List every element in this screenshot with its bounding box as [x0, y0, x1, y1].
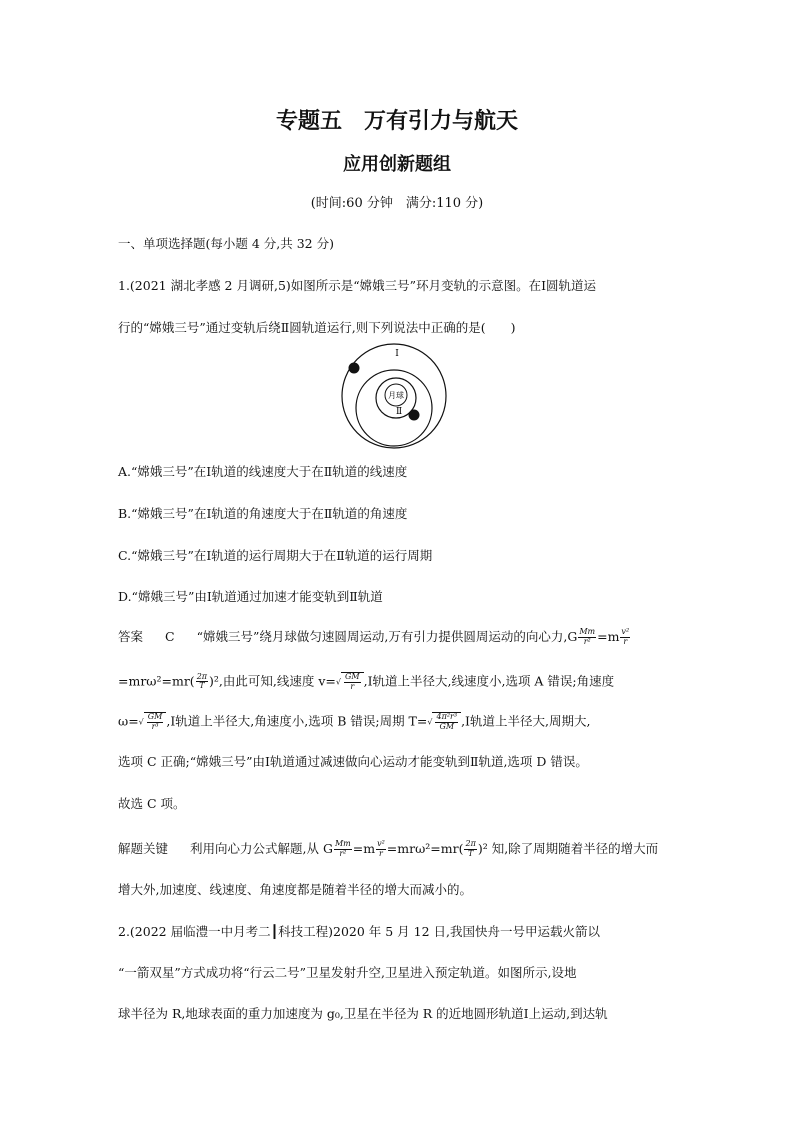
label-orbit-outer: Ⅰ — [395, 349, 399, 359]
key-text-1d: )² 知,除了周期随着半径的增大而 — [477, 840, 659, 856]
q1-answer-line-3 — [118, 712, 678, 732]
orbit-diagram — [338, 340, 450, 452]
document-title: 专题五 万有引力与航天 — [275, 109, 518, 134]
label-orbit-inner: Ⅱ — [395, 407, 403, 417]
answer-text-3a: ω= — [118, 713, 139, 729]
key-fraction-mm-r2: $\frac{Mm}{\text{r²}}$ — [334, 839, 351, 858]
q1-option-a: A.“嫦娥三号”在Ⅰ轨道的线速度大于在Ⅱ轨道的线速度 — [118, 464, 408, 479]
satellite-dot-outer — [349, 363, 360, 374]
fraction-mm-r2: $\frac{Mm}{\text{r²}}$ — [579, 627, 596, 646]
answer-text-3b: ,Ⅰ轨道上半径大,角速度小,选项 B 错误;周期 T= — [166, 713, 428, 729]
answer-text-2c: ,Ⅰ轨道上半径大,线速度小,选项 A 错误;角速度 — [363, 673, 615, 689]
answer-eq-m: =m — [597, 628, 620, 644]
q1-answer-line-1 — [118, 628, 678, 647]
orbit-ellipse — [356, 370, 432, 446]
q1-option-b: B.“嫦娥三号”在Ⅰ轨道的角速度大于在Ⅱ轨道的角速度 — [118, 506, 408, 521]
exam-meta: (时间:60 分钟 满分:110 分) — [310, 196, 484, 211]
key-text-1a: 利用向心力公式解题,从 G — [190, 840, 333, 856]
label-moon: 月球 — [388, 391, 404, 400]
sqrt-gm-r3: √ $\frac{GM}{\text{r³}}$ — [139, 712, 167, 732]
sqrt-gm-r: √ $\frac{GM}{r}$ — [336, 672, 364, 692]
q1-answer-line-4: 选项 C 正确;“嫦娥三号”由Ⅰ轨道通过减速做向心运动才能变轨到Ⅱ轨道,选项 D 错误。 — [118, 754, 588, 769]
fraction-v2-r: $\frac{\text{v²}}{r}$ — [621, 627, 630, 646]
answer-text-2a: =mrω²=mr( — [118, 673, 195, 689]
q1-answer-line-2 — [118, 672, 678, 692]
answer-label: 答案 — [118, 628, 144, 644]
key-text-1b: =m — [352, 840, 376, 856]
document-subtitle: 应用创新题组 — [343, 154, 451, 175]
q1-stem-line-2: 行的“嫦娥三号”通过变轨后绕Ⅱ圆轨道运行,则下列说法中正确的是( ) — [118, 320, 516, 335]
key-fraction-2pi-T: $\frac{2\pi}{T}$ — [465, 839, 476, 858]
q1-key-line-2: 增大外,加速度、线速度、角速度都是随着半径的增大而减小的。 — [118, 882, 472, 897]
section-heading: 一、单项选择题(每小题 4 分,共 32 分) — [118, 236, 334, 251]
sqrt-period: √ $\frac{\text{4π²r³}}{GM}$ — [427, 712, 461, 732]
q2-stem-line-1: 2.(2022 届临澧一中月考二┃科技工程)2020 年 5 月 12 日,我国快舟一号甲运载火箭以 — [118, 924, 601, 939]
key-text-1c: =mrω²=mr( — [386, 840, 464, 856]
answer-choice: C — [165, 628, 175, 644]
fraction-2pi-T: $\frac{2\pi}{T}$ — [196, 671, 208, 691]
q1-stem-line-1: 1.(2021 湖北孝感 2 月调研,5)如图所示是“嫦娥三号”环月变轨的示意图。在Ⅰ圆轨道运 — [118, 278, 597, 293]
q1-option-d: D.“嫦娥三号”由Ⅰ轨道通过加速才能变轨到Ⅱ轨道 — [118, 589, 383, 604]
q2-stem-line-2: “一箭双星”方式成功将“行云二号”卫星发射升空,卫星进入预定轨道。如图所示,设地 — [118, 965, 577, 980]
key-fraction-v2-r: $\frac{\text{v²}}{r}$ — [377, 839, 385, 858]
answer-text-3c: ,Ⅰ轨道上半径大,周期大, — [461, 713, 591, 729]
q1-key-line-1 — [118, 840, 678, 859]
q1-option-c: C.“嫦娥三号”在Ⅰ轨道的运行周期大于在Ⅱ轨道的运行周期 — [118, 548, 433, 563]
q1-answer-line-5: 故选 C 项。 — [118, 796, 186, 811]
answer-text-1: “嫦娥三号”绕月球做匀速圆周运动,万有引力提供圆周运动的向心力,G — [196, 628, 578, 644]
satellite-dot-inner — [409, 410, 420, 421]
q2-stem-line-3: 球半径为 R,地球表面的重力加速度为 g₀,卫星在半径为 R 的近地圆形轨道Ⅰ上运动,到达轨 — [118, 1006, 608, 1021]
key-label: 解题关键 — [118, 840, 169, 856]
answer-text-2b: )²,由此可知,线速度 v= — [209, 673, 336, 689]
